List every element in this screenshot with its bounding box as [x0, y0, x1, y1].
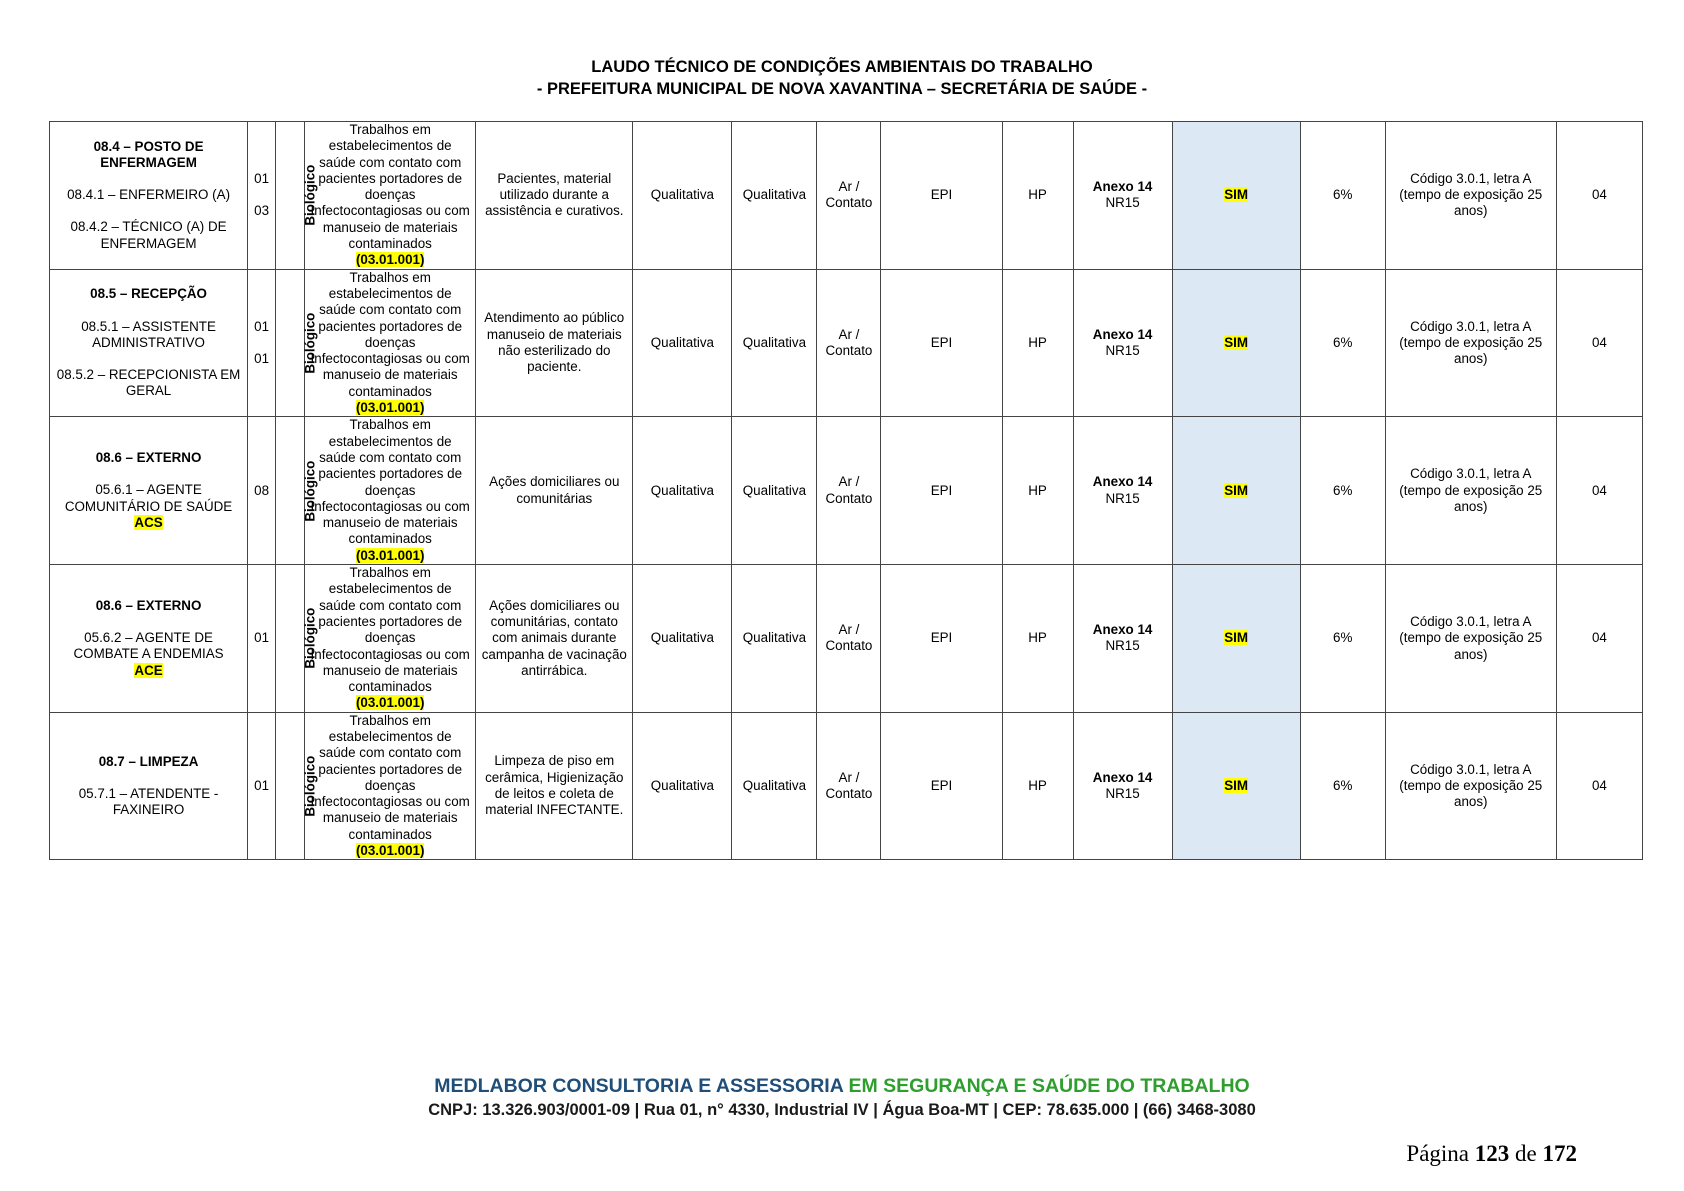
- cell-source-value: Atendimento ao público manuseio de materiais não esterilizado do paciente.: [484, 310, 625, 375]
- function-name: 05.7.1 – ATENDENTE - FAXINEIRO: [78, 785, 219, 818]
- function-item: [54, 319, 243, 352]
- cell-protection: [881, 712, 1002, 860]
- cell-insalubrity: [1172, 565, 1300, 713]
- agent-description: Trabalhos em estabelecimentos de saúde com contato com pacientes portadores de doenças Infectocontagiosas ou com manuseio de materiais contaminados: [310, 417, 470, 547]
- cell-function: [50, 565, 248, 713]
- cell-exposure: [1002, 565, 1073, 713]
- cell-percent: [1300, 417, 1385, 565]
- cell-route: [817, 122, 881, 270]
- agent-description: Trabalhos em estabelecimentos de saúde com contato com pacientes portadores de doenças Infectocontagiosas ou com manuseio de materiais contaminados: [310, 269, 470, 399]
- cell-source: [476, 712, 633, 860]
- cell-quantity: [248, 269, 276, 417]
- cell-evaluation-value: Qualitativa: [650, 630, 714, 646]
- page-number: [1406, 1141, 1577, 1167]
- function-item: [54, 187, 243, 203]
- percent-value: 6%: [1333, 630, 1353, 646]
- sector-title: 08.5 – RECEPÇÃO: [90, 286, 207, 302]
- agent-code: (03.01.001): [355, 252, 425, 268]
- percent-value: 6%: [1333, 334, 1353, 350]
- cell-source-value: Ações domiciliares ou comunitárias: [489, 474, 620, 506]
- cell-function: [50, 122, 248, 270]
- cell-agent: [305, 269, 476, 417]
- cell-insalubrity: [1172, 122, 1300, 270]
- cell-exposure: [1002, 417, 1073, 565]
- function-item: [54, 482, 243, 531]
- percent-value: 6%: [1333, 777, 1353, 793]
- table-row: [50, 122, 1643, 270]
- cell-code: [1385, 712, 1556, 860]
- quantity-value: 01: [254, 777, 270, 793]
- cell-exposure-value: HP: [1028, 482, 1047, 498]
- insalubrity-value: SIM: [1224, 777, 1249, 793]
- cell-protection-value: EPI: [930, 630, 953, 646]
- legal-norm: NR15: [1105, 490, 1140, 506]
- page-current: 123: [1474, 1141, 1510, 1166]
- cell-route: [817, 417, 881, 565]
- cell-evaluation: [732, 122, 817, 270]
- legal-norm: NR15: [1105, 786, 1140, 802]
- percent-value: 6%: [1333, 187, 1353, 203]
- last-value: 04: [1591, 777, 1607, 793]
- legal-norm: NR15: [1105, 343, 1140, 358]
- cell-evaluation-value: Qualitativa: [742, 334, 807, 350]
- cell-exposure-value: HP: [1028, 334, 1047, 350]
- code-value: Código 3.0.1, letra A (tempo de exposição 25 anos): [1399, 761, 1543, 810]
- cell-route-value: Ar / Contato: [825, 622, 873, 654]
- cell-code: [1385, 417, 1556, 565]
- legal-annex: Anexo 14: [1092, 769, 1153, 785]
- risk-table-body: [50, 122, 1643, 860]
- cell-evaluation-value: Qualitativa: [650, 334, 714, 350]
- cell-protection-value: EPI: [930, 334, 953, 350]
- risk-type-label: Biológico: [302, 755, 318, 817]
- last-value: 04: [1591, 187, 1607, 203]
- cell-evaluation: [732, 269, 817, 417]
- risk-type-label: Biológico: [302, 607, 318, 669]
- cell-percent: [1300, 269, 1385, 417]
- insalubrity-value: SIM: [1224, 187, 1249, 203]
- cell-route: [817, 712, 881, 860]
- agent-description: Trabalhos em estabelecimentos de saúde com contato com pacientes portadores de doenças Infectocontagiosas ou com manuseio de materiais contaminados: [310, 122, 470, 252]
- table-row: [50, 417, 1643, 565]
- cell-code: [1385, 565, 1556, 713]
- cell-exposure-value: HP: [1028, 630, 1047, 646]
- document-header: [0, 56, 1684, 100]
- legal-norm: NR15: [1105, 195, 1140, 211]
- cell-evaluation-value: Qualitativa: [742, 187, 807, 203]
- cell-exposure-value: HP: [1028, 187, 1047, 203]
- code-value: Código 3.0.1, letra A (tempo de exposição 25 anos): [1399, 318, 1543, 367]
- risk-type-label: Biológico: [302, 312, 318, 374]
- cell-last: [1556, 712, 1642, 860]
- last-value: 04: [1591, 482, 1607, 498]
- function-item: [54, 219, 243, 252]
- quantity-value: 01: [254, 351, 270, 366]
- cell-insalubrity: [1172, 269, 1300, 417]
- function-name: 05.6.1 – AGENTE COMUNITÁRIO DE SAÚDE: [64, 482, 233, 514]
- function-item: [54, 630, 243, 679]
- cell-evaluation: [732, 712, 817, 860]
- cell-percent: [1300, 122, 1385, 270]
- page-label: Página: [1406, 1141, 1470, 1166]
- page-total: 172: [1542, 1141, 1577, 1166]
- function-tag: ACS: [134, 514, 163, 530]
- cell-function: [50, 269, 248, 417]
- cell-protection-value: EPI: [930, 777, 953, 793]
- agent-description: Trabalhos em estabelecimentos de saúde com contato com pacientes portadores de doenças Infectocontagiosas ou com manuseio de materiais contaminados: [310, 712, 470, 842]
- cell-agent: [305, 565, 476, 713]
- last-value: 04: [1591, 630, 1607, 646]
- cell-route-value: Ar / Contato: [825, 179, 873, 211]
- cell-legal: [1073, 712, 1172, 860]
- cell-risk-type: [276, 417, 318, 565]
- cell-agent: [305, 122, 476, 270]
- cell-last: [1556, 565, 1642, 713]
- legal-annex: Anexo 14: [1092, 622, 1153, 638]
- cell-legal: [1073, 269, 1172, 417]
- quantity-value: 08: [254, 482, 270, 498]
- function-name: 08.4.1 – ENFERMEIRO (A): [67, 187, 231, 203]
- cell-last: [1556, 417, 1642, 565]
- cell-code: [1385, 269, 1556, 417]
- insalubrity-value: SIM: [1224, 630, 1249, 646]
- last-value: 04: [1591, 334, 1607, 350]
- cell-source-value: Pacientes, material utilizado durante a assistência e curativos.: [485, 170, 624, 219]
- cell-risk-type: [276, 269, 318, 417]
- cell-protection: [881, 269, 1002, 417]
- agent-code: (03.01.001): [355, 547, 425, 563]
- table-row: [50, 712, 1643, 860]
- code-value: Código 3.0.1, letra A (tempo de exposição 25 anos): [1399, 466, 1543, 514]
- cell-evaluation-value: Qualitativa: [742, 630, 807, 646]
- cell-source: [476, 565, 633, 713]
- cell-quantity: [248, 417, 276, 565]
- agent-code: (03.01.001): [355, 843, 425, 859]
- legal-annex: Anexo 14: [1092, 179, 1153, 195]
- function-name: 08.5.1 – ASSISTENTE ADMINISTRATIVO: [81, 318, 216, 350]
- cell-evaluation-value: Qualitativa: [650, 482, 714, 498]
- cell-evaluation: [633, 565, 732, 713]
- cell-evaluation-value: Qualitativa: [742, 482, 807, 498]
- sector-title: 08.6 – EXTERNO: [95, 597, 202, 613]
- cell-risk-type: [276, 122, 318, 270]
- footer-address: CNPJ: 13.326.903/0001-09 | Rua 01, n° 4330, Industrial IV | Água Boa-MT | CEP: 78.635.000 | (66) 3468-3080: [428, 1101, 1256, 1119]
- cell-percent: [1300, 712, 1385, 860]
- quantity-value: 01: [254, 171, 270, 187]
- cell-protection: [881, 417, 1002, 565]
- cell-exposure-value: HP: [1028, 777, 1047, 793]
- cell-quantity: [248, 122, 276, 270]
- cell-evaluation: [732, 565, 817, 713]
- cell-exposure: [1002, 269, 1073, 417]
- sector-title: 08.4 – POSTO DE ENFERMAGEM: [93, 138, 204, 170]
- cell-exposure: [1002, 122, 1073, 270]
- cell-route: [817, 269, 881, 417]
- cell-last: [1556, 269, 1642, 417]
- cell-source-value: Ações domiciliares ou comunitárias, contato com animais durante campanha de vacinação antirrábica.: [481, 597, 627, 678]
- cell-legal: [1073, 565, 1172, 713]
- function-name: 08.4.2 – TÉCNICO (A) DE ENFERMAGEM: [70, 219, 227, 251]
- risk-type-label: Biológico: [302, 164, 318, 226]
- cell-function: [50, 712, 248, 860]
- cell-quantity: [248, 565, 276, 713]
- cell-route-value: Ar / Contato: [825, 474, 873, 506]
- sector-title: 08.7 – LIMPEZA: [98, 753, 199, 769]
- cell-evaluation: [633, 269, 732, 417]
- cell-risk-type: [276, 565, 318, 713]
- agent-code: (03.01.001): [355, 400, 425, 416]
- percent-value: 6%: [1333, 482, 1353, 498]
- cell-evaluation-value: Qualitativa: [742, 777, 807, 793]
- footer-company-name: MEDLABOR CONSULTORIA E ASSESSORIA: [434, 1075, 844, 1097]
- footer-company: [0, 1075, 1684, 1098]
- cell-quantity: [248, 712, 276, 860]
- cell-evaluation: [633, 122, 732, 270]
- cell-protection: [881, 565, 1002, 713]
- code-value: Código 3.0.1, letra A (tempo de exposição 25 anos): [1399, 613, 1543, 662]
- cell-evaluation-value: Qualitativa: [650, 777, 714, 793]
- legal-annex: Anexo 14: [1092, 474, 1153, 490]
- cell-legal: [1073, 122, 1172, 270]
- footer-company-tagline: EM SEGURANÇA E SAÚDE DO TRABALHO: [848, 1075, 1250, 1097]
- cell-route-value: Ar / Contato: [825, 326, 873, 358]
- cell-evaluation: [732, 417, 817, 565]
- cell-percent: [1300, 565, 1385, 713]
- cell-last: [1556, 122, 1642, 270]
- agent-code: (03.01.001): [355, 695, 425, 711]
- cell-protection: [881, 122, 1002, 270]
- cell-exposure: [1002, 712, 1073, 860]
- insalubrity-value: SIM: [1224, 482, 1249, 498]
- cell-source: [476, 122, 633, 270]
- cell-agent: [305, 417, 476, 565]
- cell-evaluation: [633, 712, 732, 860]
- cell-route-value: Ar / Contato: [825, 769, 873, 802]
- agent-description: Trabalhos em estabelecimentos de saúde com contato com pacientes portadores de doenças Infectocontagiosas ou com manuseio de materiais contaminados: [310, 565, 470, 695]
- quantity-value: 01: [254, 318, 270, 334]
- cell-insalubrity: [1172, 417, 1300, 565]
- table-row: [50, 269, 1643, 417]
- function-item: [54, 367, 243, 400]
- cell-source: [476, 417, 633, 565]
- cell-code: [1385, 122, 1556, 270]
- function-name: 05.6.2 – AGENTE DE COMBATE A ENDEMIAS: [73, 630, 224, 662]
- document-title: LAUDO TÉCNICO DE CONDIÇÕES AMBIENTAIS DO TRABALHO: [591, 58, 1093, 76]
- insalubrity-value: SIM: [1224, 334, 1249, 350]
- function-tag: ACE: [134, 662, 163, 678]
- cell-source-value: Limpeza de piso em cerâmica, Higienização de leitos e coleta de material INFECTANTE.: [485, 753, 624, 818]
- risk-table: [49, 121, 1643, 860]
- function-name: 08.5.2 – RECEPCIONISTA EM GERAL: [56, 367, 241, 399]
- cell-protection-value: EPI: [930, 187, 953, 203]
- cell-protection-value: EPI: [930, 482, 953, 498]
- cell-agent: [305, 712, 476, 860]
- cell-evaluation-value: Qualitativa: [650, 187, 714, 203]
- code-value: Código 3.0.1, letra A (tempo de exposição 25 anos): [1399, 170, 1543, 219]
- function-item: [54, 786, 243, 819]
- table-row: [50, 565, 1643, 713]
- cell-source: [476, 269, 633, 417]
- cell-insalubrity: [1172, 712, 1300, 860]
- legal-norm: NR15: [1105, 638, 1140, 654]
- cell-function: [50, 417, 248, 565]
- quantity-value: 01: [254, 630, 270, 646]
- quantity-value: 03: [254, 203, 270, 219]
- document-subtitle: - PREFEITURA MUNICIPAL DE NOVA XAVANTINA – SECRETÁRIA DE SAÚDE -: [536, 80, 1148, 98]
- page-sep: de: [1515, 1141, 1537, 1166]
- cell-route: [817, 565, 881, 713]
- sector-title: 08.6 – EXTERNO: [95, 450, 202, 466]
- risk-type-label: Biológico: [302, 460, 318, 522]
- cell-risk-type: [276, 712, 318, 860]
- cell-evaluation: [633, 417, 732, 565]
- cell-legal: [1073, 417, 1172, 565]
- legal-annex: Anexo 14: [1092, 326, 1153, 342]
